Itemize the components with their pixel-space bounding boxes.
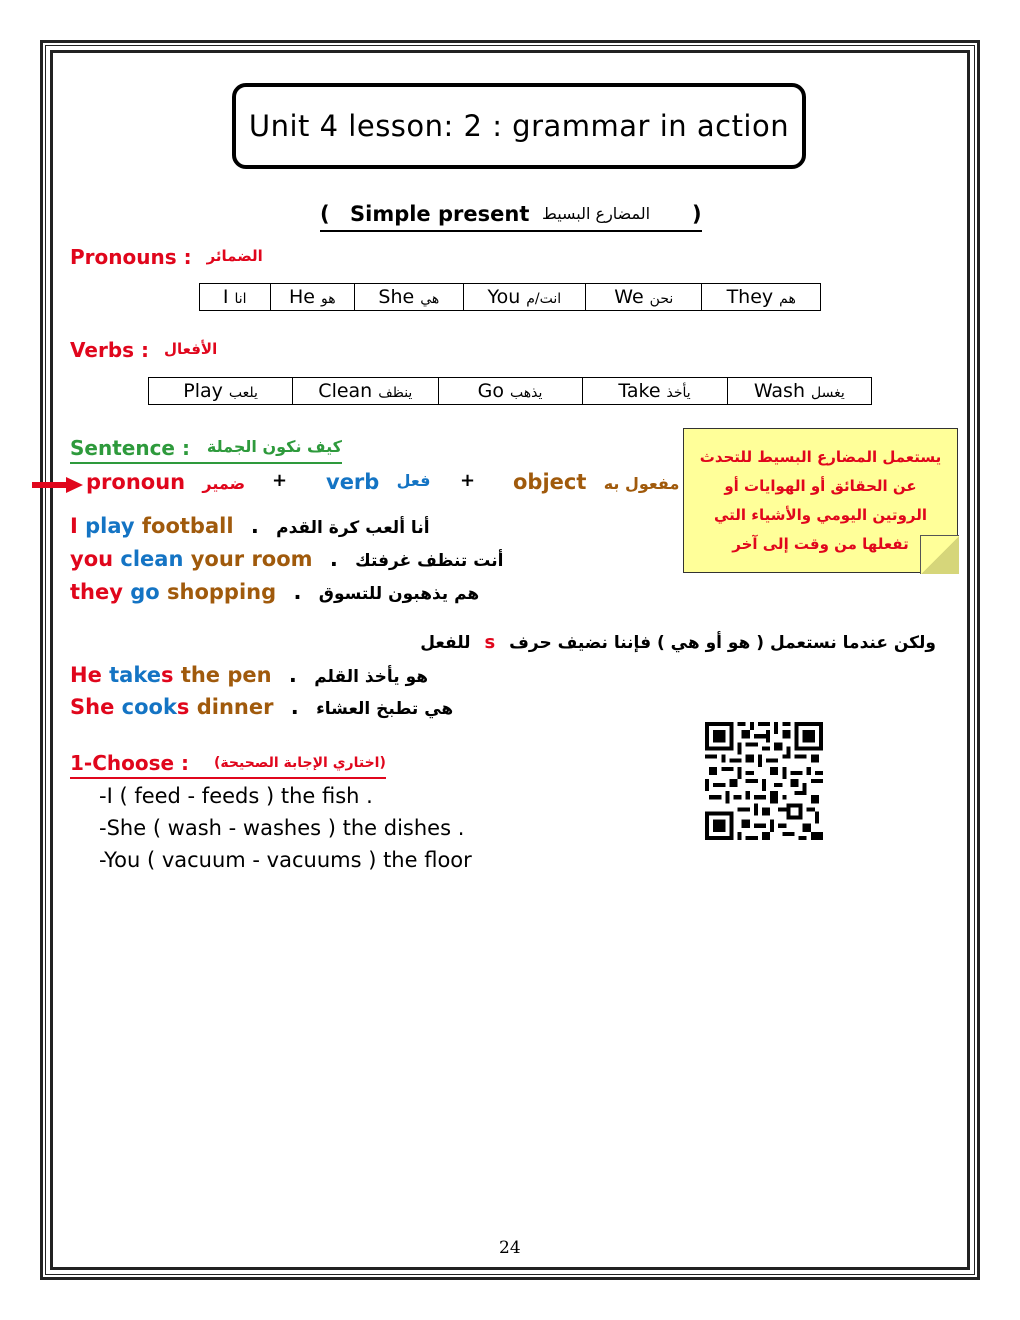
example-sentence	[70, 580, 479, 604]
example-dot: .	[250, 514, 259, 538]
note-line: يستعمل المضارع البسيط للتحدث	[699, 448, 942, 466]
sentence-label-arabic: كيف نكون الجملة	[206, 437, 342, 456]
pronoun-en: He	[288, 286, 315, 308]
verb-cell	[149, 378, 293, 405]
formula-object-ar: مفعول به	[603, 474, 680, 493]
s-example-dot: .	[288, 663, 297, 687]
formula-pronoun-en: pronoun	[86, 470, 186, 494]
example-verb: clean	[120, 547, 184, 571]
formula-verb-ar: فعل	[396, 471, 431, 490]
pronoun-ar: هي	[420, 291, 440, 307]
example-sentence	[70, 514, 430, 538]
pronoun-ar: هم	[779, 291, 796, 307]
pronoun-cell	[270, 284, 355, 311]
s-example-suffix: s	[176, 695, 190, 719]
formula-plus-1: +	[272, 470, 288, 491]
verb-ar: يأخذ	[666, 385, 691, 401]
subtitle-open-paren: (	[320, 202, 330, 226]
pronoun-cell	[463, 284, 585, 311]
formula-verb	[326, 470, 430, 494]
example-arabic: أنت تنظف غرفتك	[355, 551, 504, 571]
formula-plus-2: +	[460, 470, 476, 491]
verbs-label-arabic: الأفعال	[163, 340, 218, 358]
subtitle-arabic: المضارع البسيط	[542, 204, 651, 223]
s-example-arabic: هو يأخذ القلم	[314, 667, 429, 687]
verb-en: Play	[183, 380, 223, 402]
pronoun-en: We	[614, 286, 644, 308]
pronoun-en: I	[222, 286, 229, 308]
pronoun-ar: انا	[234, 291, 247, 307]
exercise-label-arabic: (اختاري الإجابة الصحيحة)	[214, 755, 386, 771]
s-example-verb: cook	[121, 695, 177, 719]
pronoun-en: You	[487, 286, 521, 308]
example-sentence	[70, 547, 503, 571]
pronoun-cell	[702, 284, 821, 311]
pronouns-label-arabic: الضمائر	[206, 247, 263, 265]
pronoun-en: They	[726, 286, 774, 308]
verb-ar: يغسل	[811, 385, 845, 401]
pronouns-label	[70, 245, 263, 269]
formula-object	[513, 470, 679, 494]
subtitle-english: Simple present	[350, 202, 530, 226]
example-verb: play	[85, 514, 135, 538]
rule-s-before: ولكن عندما نستعمل ( هو أو هي ) فإننا نضيف حرف	[509, 633, 936, 653]
example-arabic: هم يذهبون للتسوق	[318, 584, 480, 604]
s-example-pronoun: He	[70, 663, 102, 687]
formula-object-en: object	[513, 470, 587, 494]
sentence-label-text: Sentence :	[70, 436, 190, 460]
note-line: تفعلها من وقت إلى آخر	[732, 535, 909, 553]
rule-s-letter: s	[484, 632, 496, 653]
verb-ar: يلعب	[228, 385, 258, 401]
example-object: shopping	[167, 580, 277, 604]
verb-cell	[727, 378, 871, 405]
s-example-sentence	[70, 663, 428, 687]
example-dot: .	[329, 547, 338, 571]
example-pronoun: I	[70, 514, 78, 538]
formula-pronoun	[86, 470, 245, 494]
s-example-sentence	[70, 695, 453, 719]
note-line: عن الحقائق أو الهوايات أو	[724, 477, 917, 495]
formula-pronoun-ar: ضمير	[202, 474, 246, 493]
verb-ar: ينظف	[378, 385, 413, 401]
pronoun-cell	[586, 284, 702, 311]
example-object: football	[141, 514, 234, 538]
page-number: 24	[499, 1238, 521, 1258]
sentence-label	[70, 436, 342, 464]
exercise-item: -I ( feed - feeds ) the fish .	[99, 784, 373, 808]
usage-note	[683, 428, 958, 573]
note-line: الروتين اليومي والأشياء التي	[714, 506, 927, 524]
s-example-object: the pen	[180, 663, 272, 687]
pronoun-en: She	[378, 286, 415, 308]
subtitle-close-paren: )	[692, 202, 702, 226]
example-pronoun: they	[70, 580, 123, 604]
verb-en: Take	[618, 380, 661, 402]
verb-en: Go	[477, 380, 504, 402]
lesson-title-box	[232, 83, 806, 169]
verbs-row	[149, 378, 872, 405]
verbs-table	[148, 377, 872, 405]
pronouns-row	[200, 284, 821, 311]
verb-en: Wash	[753, 380, 805, 402]
example-pronoun: you	[70, 547, 114, 571]
pronouns-table	[199, 283, 821, 311]
exercise-item: -You ( vacuum - vacuums ) the floor	[99, 848, 472, 872]
verb-cell	[293, 378, 438, 405]
verb-en: Clean	[318, 380, 373, 402]
example-object: your room	[190, 547, 313, 571]
qr-code[interactable]	[705, 722, 823, 840]
exercise-item: -She ( wash - washes ) the dishes .	[99, 816, 465, 840]
example-arabic: أنا ألعب كرة القدم	[276, 518, 430, 538]
s-example-verb: take	[109, 663, 161, 687]
lesson-title: Unit 4 lesson: 2 : grammar in action	[248, 109, 790, 143]
s-example-object: dinner	[196, 695, 274, 719]
verb-cell	[582, 378, 727, 405]
note-folded-corner	[920, 535, 959, 574]
verb-ar: يذهب	[510, 385, 543, 401]
example-dot: .	[293, 580, 302, 604]
pronouns-label-text: Pronouns :	[70, 245, 192, 269]
pronoun-cell	[355, 284, 464, 311]
rule-s-text	[420, 632, 936, 653]
pronoun-ar: هو	[320, 291, 336, 307]
page-border-inner	[50, 50, 970, 1270]
s-example-arabic: هي تطبخ العشاء	[316, 699, 454, 719]
arrow-right-icon	[32, 476, 84, 494]
s-example-pronoun: She	[70, 695, 115, 719]
s-example-suffix: s	[161, 663, 174, 687]
example-verb: go	[130, 580, 160, 604]
rule-s-after: للفعل	[420, 633, 471, 653]
pronoun-ar: نحن	[649, 291, 674, 307]
pronoun-ar: انت/م	[526, 291, 562, 307]
s-example-dot: .	[290, 695, 299, 719]
verbs-label-text: Verbs :	[70, 338, 149, 362]
simple-present-heading	[320, 202, 702, 232]
pronoun-cell	[200, 284, 271, 311]
verb-cell	[438, 378, 582, 405]
exercise-heading	[70, 751, 386, 779]
formula-verb-en: verb	[326, 470, 380, 494]
exercise-label: 1-Choose :	[70, 751, 190, 775]
verbs-label	[70, 338, 217, 362]
